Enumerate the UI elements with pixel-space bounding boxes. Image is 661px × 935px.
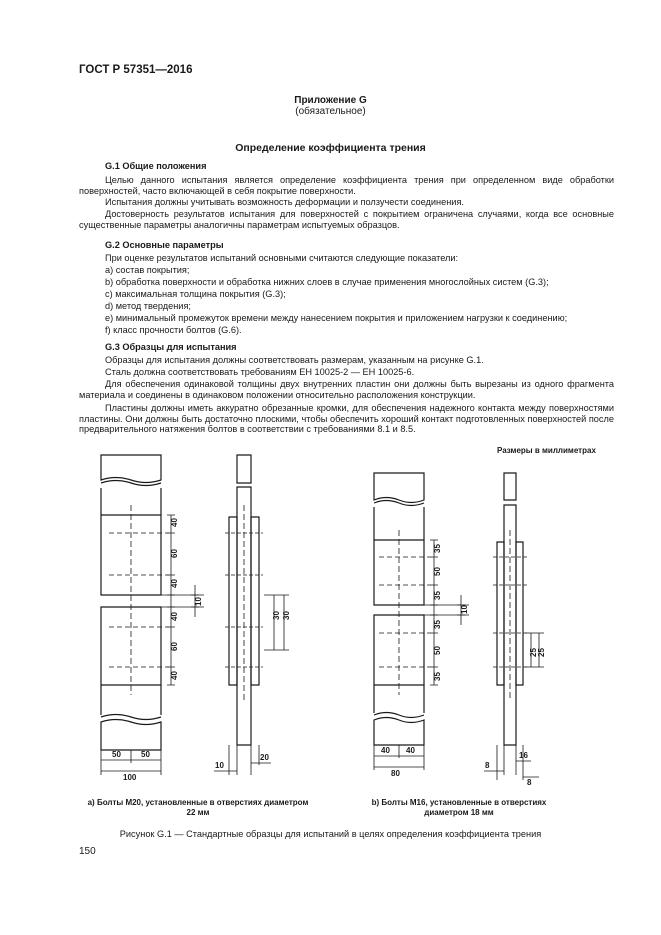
g3-paragraph-3: Для обеспечения одинаковой толщины двух внутренних пластин они должны быть вырезаны из одного фрагмента материала и соединены в одинаковом положении относительно расположения конструкции. xyxy=(79,379,614,400)
dim-label: 30 xyxy=(272,611,281,620)
dim-label: 40 xyxy=(170,671,179,680)
figure-a-caption: а) Болты М20, установленные в отверстиях диаметром 22 мм xyxy=(87,798,309,817)
g2-item-b: b) обработка поверхности и обработка нижних слоев в случае применения многослойных систем (G.3); xyxy=(105,277,549,287)
g1-paragraph-3: Достоверность результатов испытания для поверхностей с покрытием ограничена случаями, когда все основные существенные параметры аналогичны параметрам испытуемых образцов. xyxy=(79,209,614,230)
annex-status: (обязательное) xyxy=(295,106,366,117)
figure-g1-drawing xyxy=(79,445,614,825)
figure-b-dimension-labels xyxy=(381,544,546,787)
dim-label: 50 xyxy=(433,646,442,655)
dim-label: 16 xyxy=(519,751,528,760)
g2-item-a: a) состав покрытия; xyxy=(105,265,190,275)
g1-paragraph-1: Целью данного испытания является определение коэффициента трения при определенном виде обработки поверхностей, часто включающей в себя покрытие поверхности. xyxy=(79,175,614,196)
section-title: Определение коэффициента трения xyxy=(235,142,426,154)
figure-g1 xyxy=(79,445,614,825)
g3-paragraph-2: Сталь должна соответствовать требованиям ЕН 10025-2 — ЕН 10025-6. xyxy=(105,367,415,377)
dim-label: 10 xyxy=(215,761,224,770)
figure-b-caption: b) Болты М16, установленные в отверстиях диаметром 18 мм xyxy=(371,798,547,817)
page-number: 150 xyxy=(79,846,96,857)
dim-label: 35 xyxy=(433,672,442,681)
dim-label: 40 xyxy=(170,612,179,621)
annex-title: Приложение G xyxy=(294,95,367,106)
dim-label: 60 xyxy=(170,549,179,558)
dim-label: 8 xyxy=(527,778,532,787)
dim-label: 35 xyxy=(433,620,442,629)
dim-label: 25 xyxy=(537,648,546,657)
dim-label: 40 xyxy=(170,518,179,527)
dim-label: 50 xyxy=(141,750,150,759)
g2-item-d: d) метод твердения; xyxy=(105,301,191,311)
dim-label: 20 xyxy=(260,753,269,762)
g1-paragraph-2: Испытания должны учитывать возможность деформации и ползучести соединения. xyxy=(105,197,464,207)
figure-b-side-view xyxy=(484,473,544,780)
g3-paragraph-4: Пластины должны иметь аккуратно обрезанные кромки, для обеспечения надежного контакта между поверхностями пластины. Они должны быть достаточно плоскими, чтобы обеспечить хороший контакт подготовленных поверхностей после предварительного натяжения болтов в соответствии с требованиями 8.1 и 8.5. xyxy=(79,403,614,435)
dim-label: 8 xyxy=(485,761,490,770)
dimensions-note: Размеры в миллиметрах xyxy=(497,446,596,455)
g1-heading: G.1 Общие положения xyxy=(105,161,207,171)
g2-item-f: f) класс прочности болтов (G.6). xyxy=(105,325,242,335)
dim-label: 40 xyxy=(170,579,179,588)
dim-label: 80 xyxy=(391,769,400,778)
g3-paragraph-1: Образцы для испытания должны соответствовать размерам, указанным на рисунке G.1. xyxy=(105,355,484,365)
dim-label: 50 xyxy=(112,750,121,759)
dim-label: 35 xyxy=(433,544,442,553)
g2-item-e: e) минимальный промежуток времени между нанесением покрытия и приложением нагрузки к соединению; xyxy=(105,313,568,323)
dim-label: 10 xyxy=(194,597,203,606)
figure-b-front-view xyxy=(374,473,469,770)
dim-label: 10 xyxy=(460,605,469,614)
dim-label: 40 xyxy=(406,746,415,755)
document-code: ГОСТ Р 57351—2016 xyxy=(79,64,193,76)
g2-intro: При оценке результатов испытаний основными считаются следующие показатели: xyxy=(105,253,459,263)
dim-label: 30 xyxy=(282,611,291,620)
g2-item-c: c) максимальная толщина покрытия (G.3); xyxy=(105,289,286,299)
figure-a-front-view xyxy=(101,455,204,775)
dim-label: 50 xyxy=(433,567,442,576)
g3-heading: G.3 Образцы для испытания xyxy=(105,342,237,352)
dim-label: 35 xyxy=(433,591,442,600)
dim-label: 40 xyxy=(381,746,390,755)
dim-label: 100 xyxy=(123,773,137,782)
g2-heading: G.2 Основные параметры xyxy=(105,240,224,250)
dim-label: 25 xyxy=(529,648,538,657)
dim-label: 60 xyxy=(170,642,179,651)
figure-caption: Рисунок G.1 — Стандартные образцы для испытаний в целях определения коэффициента трения xyxy=(119,829,542,839)
